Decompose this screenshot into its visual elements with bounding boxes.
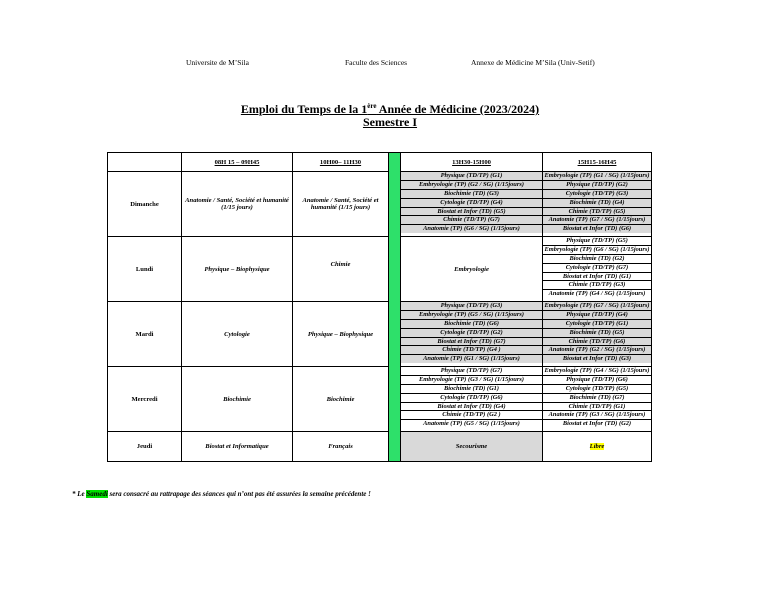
session-line: Anatomie (TP) (G7 / SG) (1/15jours) [543,216,651,225]
session-line: Physique (TD/TP) (G3) [401,302,542,311]
session-line: Cytologie (TD/TP) (G3) [543,190,651,199]
session-line: Biostat et Infor (TD) (G2) [562,420,632,428]
cell-slot-3: Embryologie [401,237,543,302]
day-label: Mercredi [108,367,182,432]
session-line: Biochimie (TD) (G7) [543,394,651,403]
session-line: Biochimie (TD) (G6) [401,320,542,329]
session-line: Biochimie (TD) (G1) [401,385,542,394]
session-line: Anatomie (TP) (G6 / SG) (1/15jours) [401,225,542,233]
session-line: Embryologie (TP) (G2 / SG) (1/15jours) [401,181,542,190]
row-lundi [108,237,652,302]
cell-slot-4 [543,367,652,432]
session-line: Physique (TD/TP) (G4) [543,311,651,320]
cell-slot-2: Biochimie [293,367,389,432]
samedi-highlight: Samedi [86,490,108,498]
page-title [0,100,768,129]
cell-slot-3 [401,172,543,237]
day-label: Mardi [108,302,182,367]
row-dimanche [108,172,652,237]
session-line: Embryologie (TP) (G5 / SG) (1/15jours) [401,311,542,320]
cell-slot-1: Biochimie [182,367,293,432]
session-line: Biochimie (TD) (G4) [543,199,651,208]
session-line: Chimie (TD/TP) (G7) [401,216,542,225]
session-line: Anatomie (TP) (G4 / SG) (1/15jours) [548,290,646,298]
cell-slot-2: Anatomie / Santé, Société et humanité (1/15 jours) [293,172,389,237]
session-line: Chimie (TD/TP) (G6) [543,338,651,347]
cell-slot-2: Chimie [293,237,389,302]
session-line: Physique (TD/TP) (G2) [543,181,651,190]
session-line: Embryologie (TP) (G4 / SG) (1/15jours) [544,367,650,374]
session-line: Chimie (TD/TP) (G5) [543,208,651,217]
session-line: Physique (TD/TP) (G1) [401,172,542,181]
header-slot-2: 10H00– 11H30 [293,153,389,172]
row-jeudi [108,432,652,462]
session-line: Biostat et Infor (TD) (G1) [543,273,651,282]
session-line: Anatomie (TP) (G5 / SG) (1/15jours) [423,420,520,428]
header-slot-4: 15H15-16H45 [543,153,652,172]
header-slot-1: 08H 15 – 09H45 [182,153,293,172]
session-line: Biostat et Infor (TD) (G4) [401,403,542,412]
session-line: Chimie (TD/TP) (G3) [543,281,651,290]
session-line: Embryologie (TP) (G7 / SG) (1/15jours) [544,302,650,309]
session-line: Chimie (TD/TP) (G1) [543,403,651,412]
cell-slot-4 [543,172,652,237]
session-line: Embryologie (TP) (G1 / SG) (1/15jours) [544,172,650,179]
university-name: Universite de M’Sila [186,58,249,67]
cell-slot-3 [401,367,543,432]
session-line: Biostat et Infor (TD) (G7) [401,338,542,347]
session-line: Anatomie (TP) (G3 / SG) (1/15jours) [543,411,651,420]
session-line: Cytologie (TD/TP) (G7) [543,264,651,273]
cell-slot-2: Français [293,432,389,462]
footnote: * Le Samedi sera consacré au rattrapage des séances qui n’ont pas été assurées la semaine précédente ! [72,490,371,498]
session-line: Physique (TD/TP) (G6) [543,376,651,385]
session-line: Biostat et Infor (TD) (G5) [401,208,542,217]
day-label: Jeudi [108,432,182,462]
session-line: Anatomie (TP) (G2 / SG) (1/15jours) [543,346,651,355]
cell-slot-4 [543,302,652,367]
cell-slot-1: Biostat et Informatique [182,432,293,462]
session-line: Chimie (TD/TP) (G4 ) [401,346,542,355]
title-line-2: Semestre I [362,115,418,129]
cell-slot-3: Secourisme [401,432,543,462]
day-label: Dimanche [108,172,182,237]
day-label: Lundi [108,237,182,302]
header-empty [108,153,182,172]
session-line: Cytologie (TD/TP) (G4) [401,199,542,208]
cell-slot-1: Anatomie / Santé, Société et humanité (1/15 jours) [182,172,293,237]
session-line: Embryologie (TP) (G3 / SG) (1/15jours) [401,376,542,385]
cell-slot-1: Cytologie [182,302,293,367]
lunch-break-column [389,153,401,462]
session-line: Cytologie (TD/TP) (G6) [401,394,542,403]
session-line: Embryologie (TP) (G6 / SG) (1/15jours) [544,245,650,253]
row-mercredi [108,367,652,432]
faculty-name: Faculte des Sciences [345,58,408,67]
session-line: Cytologie (TD/TP) (G2) [401,329,542,338]
session-line: Biochimie (TD) (G3) [401,190,542,199]
cell-slot-1: Physique – Biophysique [182,237,293,302]
header-row [108,153,652,172]
session-line: Cytologie (TD/TP) (G1) [543,320,651,329]
session-line: Biostat et Infor (TD) (G6) [543,225,651,233]
timetable [107,152,652,462]
session-line: Cytologie (TD/TP) (G5) [543,385,651,394]
session-line: Physique (TD/TP) (G7) [401,367,542,376]
header-slot-3: 13H30-15H00 [401,153,543,172]
annex-name: Annexe de Médicine M’Sila (Univ-Setif) [471,58,595,67]
libre-badge: Libre [589,443,605,450]
cell-slot-4 [543,237,652,302]
session-line: Anatomie (TP) (G1 / SG) (1/15jours) [401,355,542,363]
session-line: Physique (TD/TP) (G5) [543,237,651,246]
title-line-1: Emploi du Temps de la 1ère Année de Médicine (2023/2024) [240,102,540,116]
cell-slot-3 [401,302,543,367]
session-line: Chimie (TD/TP) (G2 ) [401,411,542,420]
session-line: Biochimie (TD) (G5) [543,329,651,338]
session-line: Biostat et Infor (TD) (G3) [543,355,651,363]
session-line: Biochimie (TD) (G2) [543,255,651,264]
cell-slot-2: Physique – Biophysique [293,302,389,367]
row-mardi [108,302,652,367]
cell-slot-4 [543,432,652,462]
